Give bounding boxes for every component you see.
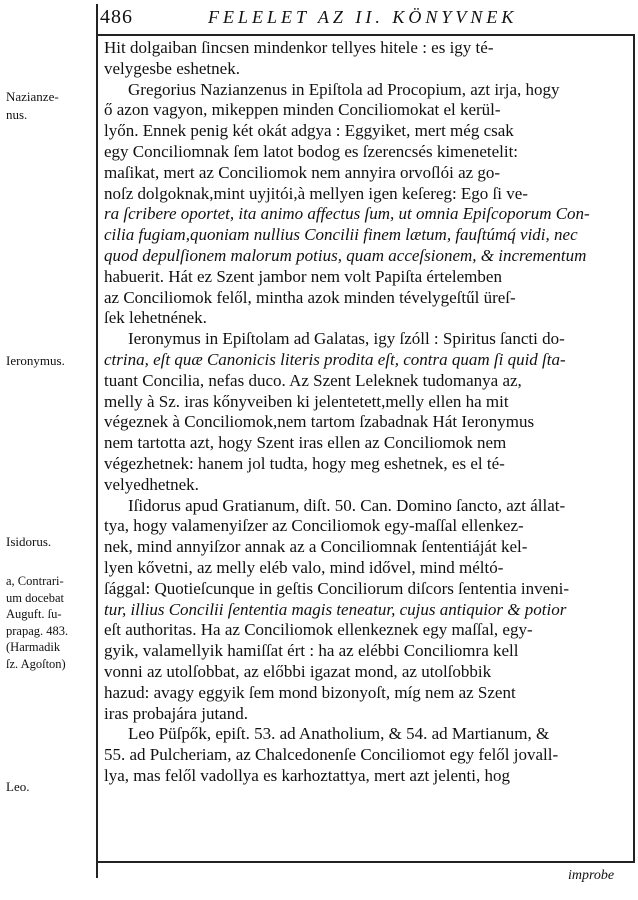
text-line: cilia fugiam,quoniam nullius Concilii finem lætum, fauſtúmq́ vidi, nec xyxy=(104,225,578,245)
text-line: gyik, valamellyik hamiſſat ért : ha az elébbi Conciliomra kell xyxy=(104,641,519,661)
text-line: hazud: avagy eggyik ſem mond bizonyoſt, míg nem az Szent xyxy=(104,682,516,702)
catchword: improbe xyxy=(568,868,615,883)
text-line: lya, mas felől vadollya es karhoztattya, mert azt jelenti, hog xyxy=(104,765,510,785)
page-number: 486 xyxy=(100,6,133,28)
running-head: FELELET AZ II. KÖNYVNEK xyxy=(208,7,518,27)
margin-nazianzenus: Nazianze- nus. xyxy=(6,89,59,122)
margin-contrarium: a, Contrari- um docebat Auguft. ſu- prapag. 483. (Harmadik ſz. Agoſton) xyxy=(6,574,69,671)
text-line: noſz dolgoknak,mint uyjitói,à mellyen igen keſereg: Ego ſi ve- xyxy=(104,183,528,203)
text-line: velyedhetnek. xyxy=(104,474,199,494)
text-line: eſt authoritas. Ha az Conciliomok ellenkeznek egy maſſal, egy- xyxy=(104,620,533,640)
margin-leo: Leo. xyxy=(6,779,30,794)
text-line: tur, illius Concilii ſententia magis teneatur, cujus antiquior & potior xyxy=(104,599,567,619)
text-line: tya, hogy valamenyiſzer az Conciliomok egy-maſſal ellenkez- xyxy=(104,516,524,536)
text-line: Ieronymus in Epiſtolam ad Galatas, igy ſzóll : Spiritus ſancti do- xyxy=(128,329,565,349)
header-rule xyxy=(96,34,634,36)
page-header xyxy=(100,4,635,34)
text-line: vonni az utolſobbat, az előbbi igazat mond, az utolſobbik xyxy=(104,661,492,681)
text-line: az Conciliomok felől, mintha azok minden tévelygeſtűl üreſ- xyxy=(104,287,516,307)
text-line: Iſidorus apud Gratianum, diſt. 50. Can. Domino ſancto, azt állat- xyxy=(128,495,566,515)
main-text xyxy=(104,38,630,787)
text-line: nek, mind annyiſzor annak az a Conciliomnak ſententiáját kel- xyxy=(104,537,528,557)
text-line: quod depulſionem malorum potius, quam acceſsionem, & incrementum xyxy=(104,245,587,265)
text-line: ő azon vagyon, mikeppen minden Conciliomokat el kerül- xyxy=(104,100,501,120)
text-line: ſek lehetnének. xyxy=(104,308,207,328)
margin-ieronymus: Ieronymus. xyxy=(6,353,65,368)
text-line: velygesbe eshetnek. xyxy=(104,58,240,78)
text-line: ſággal: Quotieſcunque in geſtis Conciliorum diſcors ſententia inveni- xyxy=(104,578,570,598)
text-line: melly à Sz. iras kőnyveiben ki jelentetett,melly ellen ha mit xyxy=(104,391,509,411)
text-line: végeznek à Conciliomok,nem tartom ſzabadnak Hát Ieronymus xyxy=(104,412,535,432)
margin-isidorus: Isidorus. xyxy=(6,534,52,549)
text-line: ra ſcribere oportet, ita animo affectus ſum, ut omnia Epiſcoporum Con- xyxy=(104,204,590,224)
text-line: végezhetnek: hanem jol tudta, hogy meg eshetnek, es el té- xyxy=(104,453,505,473)
text-line: egy Conciliomnak ſem latot bodog es ſzerencsés kimenetelit: xyxy=(104,141,519,161)
text-line: iras probajára jutand. xyxy=(104,703,248,723)
text-line: 55. ad Pulcheriam, az Chalcedonenſe Conciliomot egy felől jovall- xyxy=(104,745,559,765)
left-margin-rule xyxy=(96,4,98,878)
bottom-rule xyxy=(96,861,635,863)
text-line: Hit dolgaiban ſincsen mindenkor tellyes hitele : es igy té- xyxy=(104,38,494,57)
text-line: lyen kővetni, az melly eléb valo, mind idővel, mind méltó- xyxy=(104,557,504,577)
right-margin-rule xyxy=(633,34,635,862)
text-line: Leo Püſpők, epiſt. 53. ad Anatholium, & 54. ad Martianum, & xyxy=(128,724,550,744)
text-line: nem tartotta azt, hogy Szent iras ellen az Conciliomok nem xyxy=(104,433,507,453)
text-line: tuant Concilia, nefas duco. Az Szent Leleknek tudomanya az, xyxy=(104,370,522,390)
text-line: Gregorius Nazianzenus in Epiſtola ad Procopium, azt irja, hogy xyxy=(128,79,560,99)
text-line: maſikat, mert az Conciliomok nem annyira orvoſlói az go- xyxy=(104,162,501,182)
text-line: habuerit. Hát ez Szent jambor nem volt Papiſta értelemben xyxy=(104,266,502,286)
text-line: lyőn. Ennek penig két okát adgya : Eggyiket, mert még csak xyxy=(104,121,514,141)
text-line: ctrina, eſt quæ Canonicis literis prodita eſt, contra quam ſi quid ſta- xyxy=(104,349,566,369)
